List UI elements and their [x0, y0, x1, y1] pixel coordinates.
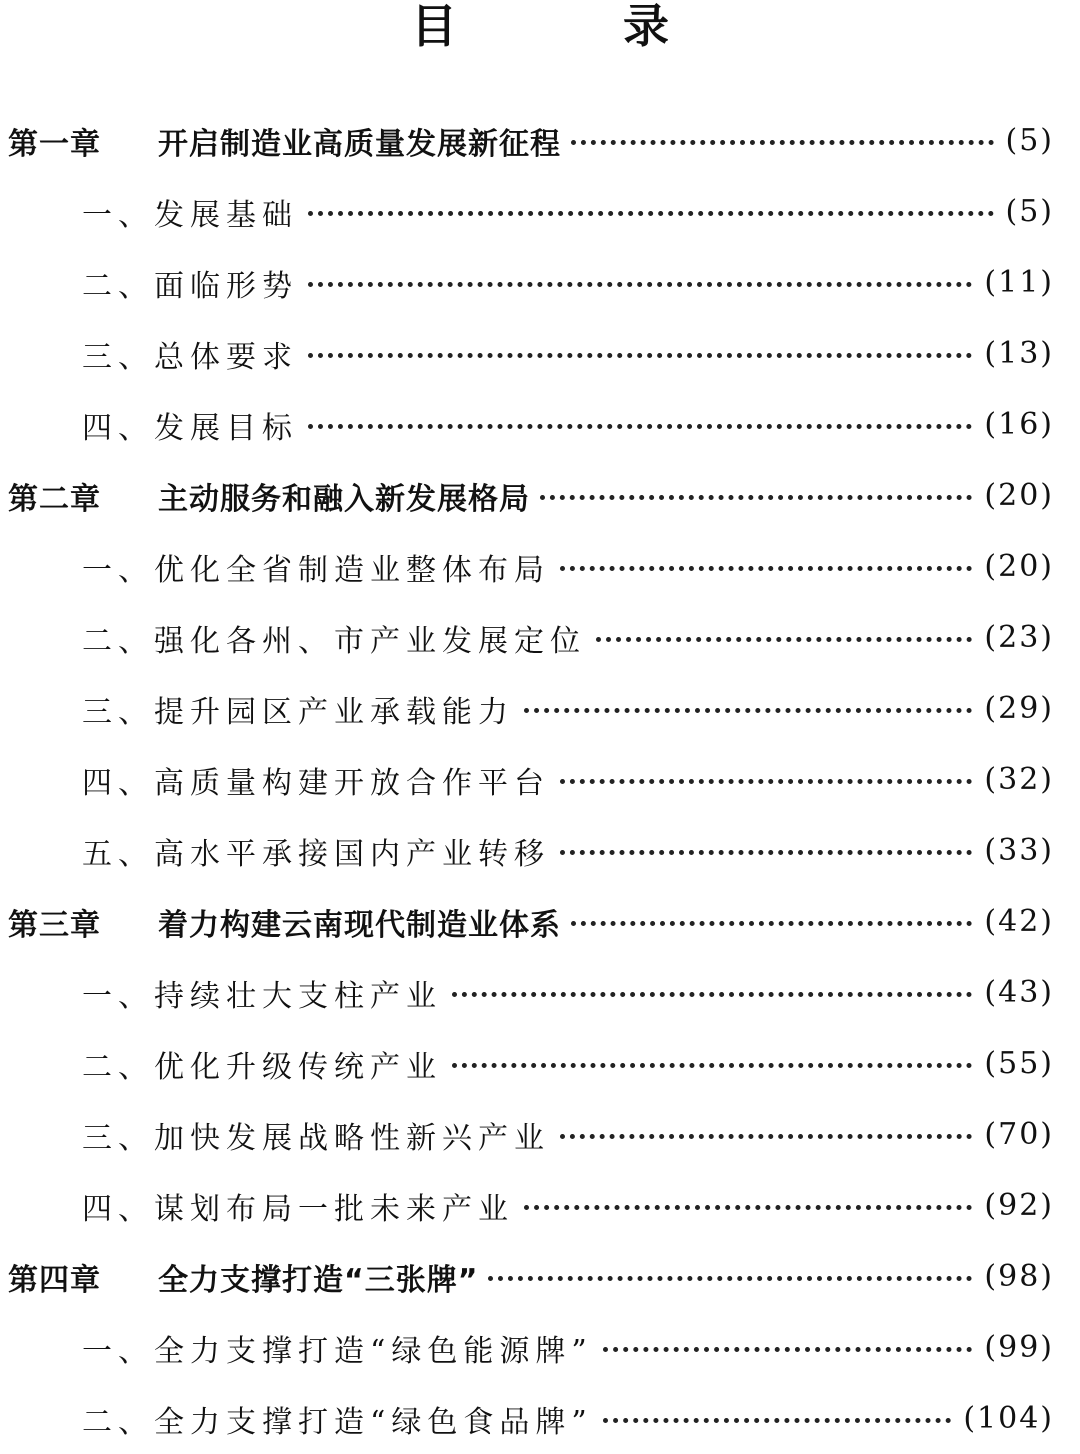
dot-leader: [308, 282, 972, 287]
section-title: 三、总体要求: [82, 339, 298, 375]
section-title: 一、优化全省制造业整体布局: [82, 552, 550, 588]
page-number: (20): [984, 549, 1054, 584]
page-number: (13): [984, 336, 1054, 371]
section-title: 四、谋划布局一批未来产业: [82, 1191, 514, 1227]
toc-chapter-entry[interactable]: [0, 105, 1080, 176]
page-number: (98): [984, 1259, 1054, 1294]
page-number: (43): [984, 975, 1054, 1010]
toc-chapter-entry[interactable]: [0, 1241, 1080, 1312]
page-number: (104): [963, 1401, 1054, 1436]
toc-section-entry[interactable]: [0, 1028, 1080, 1099]
page-number: (55): [984, 1046, 1054, 1081]
toc-section-entry[interactable]: [0, 815, 1080, 886]
section-title: 二、强化各州、市产业发展定位: [82, 623, 586, 659]
toc-section-entry[interactable]: [0, 176, 1080, 247]
section-title: 四、发展目标: [82, 410, 298, 446]
dot-leader: [452, 992, 972, 997]
section-title: 二、优化升级传统产业: [82, 1049, 442, 1085]
chapter-title: 主动服务和融入新发展格局: [158, 481, 530, 517]
dot-leader: [571, 140, 994, 145]
page-number: (16): [984, 407, 1054, 442]
toc-section-entry[interactable]: [0, 1383, 1080, 1454]
page-number: (42): [984, 904, 1054, 939]
toc-section-entry[interactable]: [0, 744, 1080, 815]
section-title: 三、提升园区产业承载能力: [82, 694, 514, 730]
chapter-number: 第一章: [8, 126, 101, 162]
dot-leader: [571, 921, 972, 926]
page-number: (11): [984, 265, 1054, 300]
dot-leader: [308, 424, 972, 429]
chapter-number: 第三章: [8, 907, 101, 943]
chapter-title: 开启制造业高质量发展新征程: [158, 126, 561, 162]
dot-leader: [596, 637, 972, 642]
dot-leader: [308, 211, 994, 216]
dot-leader: [524, 708, 972, 713]
section-title: 五、高水平承接国内产业转移: [82, 836, 550, 872]
page-number: (20): [984, 478, 1054, 513]
page-title: 目 录: [411, 0, 729, 53]
chapter-number: 第二章: [8, 481, 101, 517]
toc-section-entry[interactable]: [0, 318, 1080, 389]
chapter-title: 着力构建云南现代制造业体系: [158, 907, 561, 943]
toc-section-entry[interactable]: [0, 1312, 1080, 1383]
toc-section-entry[interactable]: [0, 389, 1080, 460]
page-number: (70): [984, 1117, 1054, 1152]
page-number: (23): [984, 620, 1054, 655]
dot-leader: [540, 495, 972, 500]
toc-section-entry[interactable]: [0, 957, 1080, 1028]
table-of-contents: [0, 105, 1080, 1454]
section-title: 一、发展基础: [82, 197, 298, 233]
page-number: (99): [984, 1330, 1054, 1365]
toc-section-entry[interactable]: [0, 673, 1080, 744]
toc-section-entry[interactable]: [0, 1170, 1080, 1241]
section-title: 四、高质量构建开放合作平台: [82, 765, 550, 801]
section-title: 一、全力支撑打造“绿色能源牌”: [82, 1333, 593, 1369]
dot-leader: [603, 1347, 973, 1352]
chapter-title: 全力支撑打造“三张牌”: [158, 1262, 479, 1298]
dot-leader: [560, 779, 972, 784]
section-title: 二、全力支撑打造“绿色食品牌”: [82, 1404, 593, 1440]
toc-section-entry[interactable]: [0, 531, 1080, 602]
toc-section-entry[interactable]: [0, 247, 1080, 318]
section-title: 一、持续壮大支柱产业: [82, 978, 442, 1014]
page-number: (32): [984, 762, 1054, 797]
section-title: 三、加快发展战略性新兴产业: [82, 1120, 550, 1156]
dot-leader: [560, 850, 972, 855]
toc-section-entry[interactable]: [0, 602, 1080, 673]
toc-section-entry[interactable]: [0, 1099, 1080, 1170]
page-number: (5): [1005, 123, 1054, 158]
dot-leader: [560, 1134, 972, 1139]
chapter-number: 第四章: [8, 1262, 101, 1298]
toc-chapter-entry[interactable]: [0, 460, 1080, 531]
page-number: (92): [984, 1188, 1054, 1223]
dot-leader: [488, 1276, 972, 1281]
toc-chapter-entry[interactable]: [0, 886, 1080, 957]
section-title: 二、面临形势: [82, 268, 298, 304]
page-number: (5): [1005, 194, 1054, 229]
dot-leader: [308, 353, 972, 358]
page-number: (33): [984, 833, 1054, 868]
dot-leader: [560, 566, 972, 571]
page-number: (29): [984, 691, 1054, 726]
dot-leader: [603, 1418, 952, 1423]
dot-leader: [524, 1205, 972, 1210]
dot-leader: [452, 1063, 972, 1068]
